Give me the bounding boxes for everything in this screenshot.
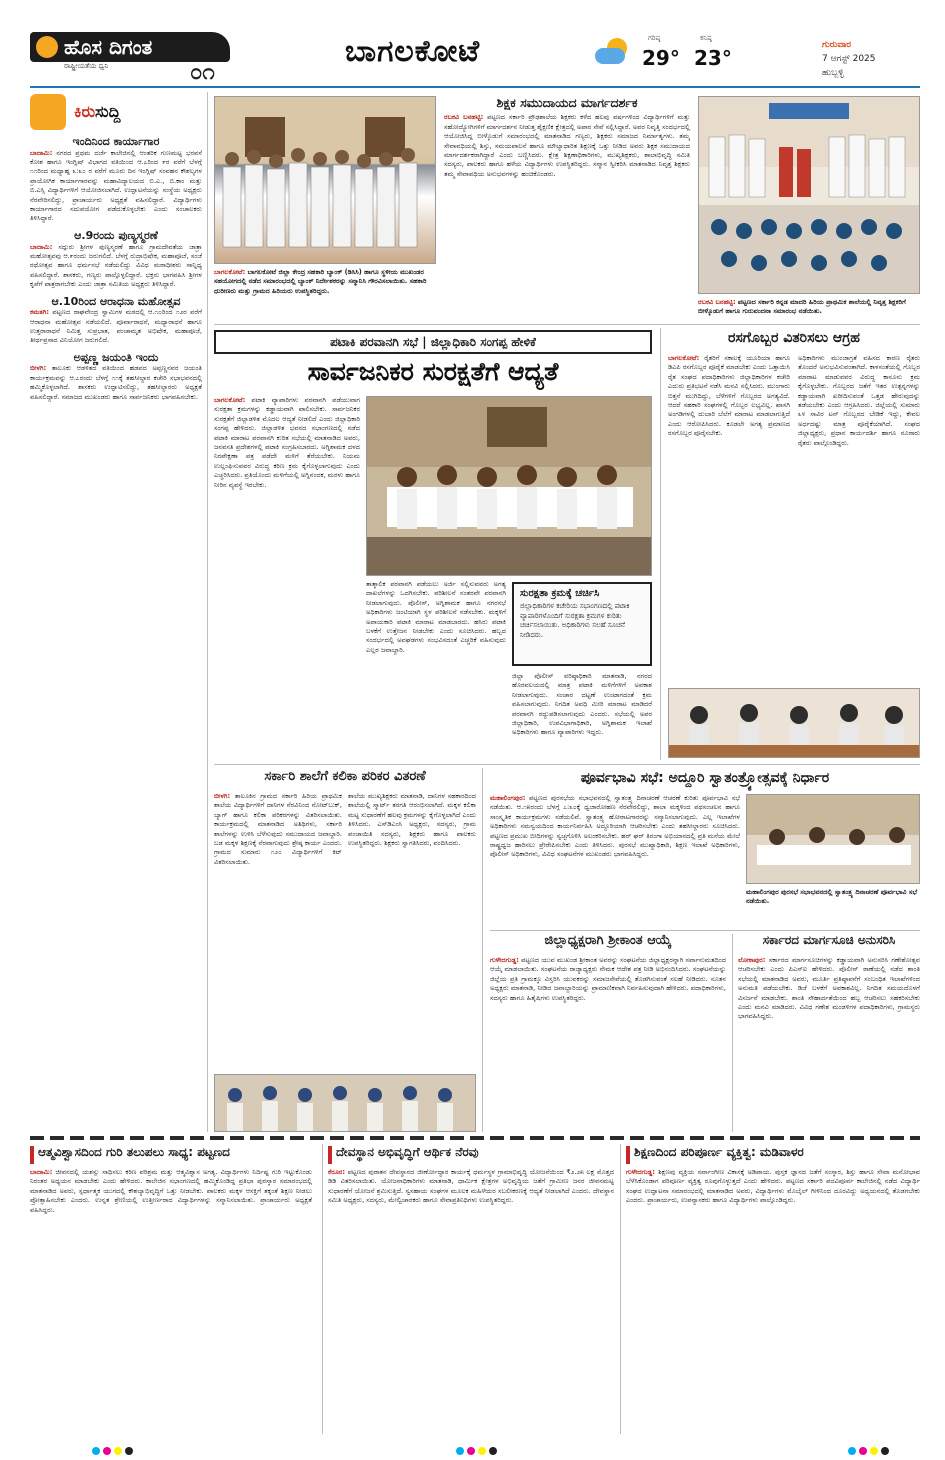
prep-body: ಮಹಾಲಿಂಗಪುರ: ಪಟ್ಟಣದ ಪುರಸಭೆಯ ಸಭಾಭವನದಲ್ಲಿ ಸ್ವಾತಂತ್ರ್ಯ ದಿನಾಚರಣೆ ಆಚರಣೆ ಕುರಿತು ಪೂರ್ವಭಾವಿ ಸಭೆ ನಡೆಯಿತು. ಆ.೧೫ರಂದು ಬೆಳಗ್ಗೆ ೭:೩೦ಕ್ಕೆ ಧ್ವಜಾರೋಹಣ ನೆರವೇರಲಿದ್ದು, ಶಾಲಾ ಮಕ್ಕಳಿಂದ ಪಥಸಂಚಲನ ಹಾಗೂ ಸಾಂಸ್ಕೃತಿಕ ಕಾರ್ಯಕ್ರಮಗಳು ನಡೆಯಲಿವೆ. ಸ್ವಾತಂತ್ರ್ಯ ಹೋರಾಟಗಾರರನ್ನು ಸನ್ಮಾನಿಸಲಾಗುವುದು. ಎಲ್ಲ ಇಲಾಖೆಗಳ ಅಧಿಕಾರಿಗಳು ಸಮನ್ವಯದಿಂದ ಕಾರ್ಯನಿರ್ವಹಿಸಿ ಅದ್ದೂರಿಯಾಗಿ ಆಚರಿಸಬೇಕು ಎಂದು ತಹಸೀಲ್ದಾರರು ಸೂಚಿಸಿದರು. ಪಟ್ಟಣದ ಪ್ರಮುಖ ಬೀದಿಗಳನ್ನು ಸ್ವಚ್ಛಗೊಳಿಸಿ ಅಲಂಕರಿಸಬೇಕು. ಹರ್ ಘರ್ ತಿರಂಗಾ ಅಭಿಯಾನದಲ್ಲಿ ಪ್ರತಿ ಮನೆಯ ಮೇಲೆ ರಾಷ್ಟ್ರಧ್ವಜ ಹಾರಿಸಲು ಪ್ರೇರೇಪಿಸಬೇಕು ಎಂದು ತಿಳಿಸಿದರು. ಪುರಸಭೆ ಮುಖ್ಯಾಧಿಕಾರಿ, ಶಿಕ್ಷಣ ಇಲಾಖೆ ಅಧಿಕಾರಿಗಳು, ಪೊಲೀಸ್ ಅಧಿಕಾರಿಗಳು, ವಿವಿಧ ಸಂಘಟನೆಗಳ ಮುಖಂಡರು ಭಾಗವಹಿಸಿದ್ದರು. xyxy=(490,794,740,859)
bottom-0-body: ಬಾದಾಮಿ: ಜೀವನದಲ್ಲಿ ಯಶಸ್ಸು ಸಾಧಿಸಲು ಕಠಿಣ ಪರಿಶ್ರಮ ಮತ್ತು ಆತ್ಮವಿಶ್ವಾಸ ಅಗತ್ಯ. ವಿದ್ಯಾರ್ಥಿಗಳು ನಿರ್ದಿಷ್ಟ ಗುರಿ ಇಟ್ಟುಕೊಂಡು ನಿರಂತರ ಅಧ್ಯಯನ ಮಾಡಬೇಕು ಎಂದು ಹೇಳಿದರು. ಕಾಲೇಜಿನ ಸಭಾಂಗಣದಲ್ಲಿ ಹಮ್ಮಿಕೊಂಡಿದ್ದ ಪ್ರತಿಭಾ ಪುರಸ್ಕಾರ ಸಮಾರಂಭದಲ್ಲಿ ಮಾತನಾಡಿದ ಅವರು, ಸ್ಪರ್ಧಾತ್ಮಕ ಯುಗದಲ್ಲಿ ಕೌಶಲ್ಯಾಭಿವೃದ್ಧಿಗೆ ಒತ್ತು ನೀಡಬೇಕು. ಪಾಲಕರು ಮಕ್ಕಳ ಆಸಕ್ತಿಗೆ ತಕ್ಕಂತೆ ಶಿಕ್ಷಣ ನೀಡಲು ಪ್ರೋತ್ಸಾಹಿಸಬೇಕು ಎಂದರು. ಉನ್ನತ ಶ್ರೇಣಿಯಲ್ಲಿ ಉತ್ತೀರ್ಣರಾದ ವಿದ್ಯಾರ್ಥಿಗಳನ್ನು ಸನ್ಮಾನಿಸಲಾಯಿತು. ಪ್ರಾಚಾರ್ಯರು ಅಧ್ಯಕ್ಷತೆ ವಹಿಸಿದ್ದರು. xyxy=(30,1168,312,1214)
max-temp: 29° xyxy=(642,46,680,70)
date-block xyxy=(822,38,876,80)
weather-icon xyxy=(595,38,629,68)
pointing-hand-icon xyxy=(30,94,66,130)
kiru-item-3-body: ಬೀಳಗಿ: ತಾಲೂಕು ಆಡಳಿತದ ವತಿಯಿಂದ ಹಡಪದ ಅಪ್ಪಣ್ಣನವರ ಜಯಂತಿ ಕಾರ್ಯಕ್ರಮವನ್ನು ಆ.೭ರಂದು ಬೆಳಗ್ಗೆ ೧೧ಕ್ಕೆ ತಹಸೀಲ್ದಾರ ಕಚೇರಿ ಸಭಾಭವನದಲ್ಲಿ ಹಮ್ಮಿಕೊಳ್ಳಲಾಗಿದೆ. ಶಾಸಕರು ಉದ್ಘಾಟಿಸಲಿದ್ದು, ತಹಸೀಲ್ದಾರರು ಅಧ್ಯಕ್ಷತೆ ವಹಿಸಲಿದ್ದಾರೆ. ಸಮಾಜದ ಮುಖಂಡರು ಹಾಗೂ ಸಾರ್ವಜನಿಕರು ಭಾಗವಹಿಸಬೇಕು. xyxy=(30,364,202,401)
masthead xyxy=(0,0,945,92)
weekday: ಗುರುವಾರ xyxy=(822,40,852,50)
main-kicker: ಪಟಾಕಿ ಪರವಾನಗಿ ಸಭೆ | ಜಿಲ್ಲಾಧಿಕಾರಿ ಸಂಗಪ್ಪ ಹೇಳಿಕೆ xyxy=(214,330,652,354)
article-mentor xyxy=(444,96,690,322)
district-name: ಬಾಗಲಕೋಟೆ xyxy=(345,34,481,69)
kiru-item-1-heading: ಆ.9ರಂದು ಪುಣ್ಯಸ್ಮರಣೆ xyxy=(74,228,158,242)
kiru-suddi-header xyxy=(30,92,200,132)
min-temp: 23° xyxy=(694,46,732,70)
main-col-2: ತಾತ್ಕಾಲಿಕ ಪರವಾನಗಿ ಪಡೆಯಲು ಅರ್ಜಿ ಸಲ್ಲಿಸುವವರು ಅಗತ್ಯ ದಾಖಲೆಗಳನ್ನು ಒದಗಿಸಬೇಕು. ಪರಿಶೀಲನೆ ನಂತರವೇ ಪರವಾನಗಿ ನೀಡಲಾಗುವುದು. ಪೊಲೀಸ್, ಅಗ್ನಿಶಾಮಕ ಹಾಗೂ ನಗರಸಭೆ ಅಧಿಕಾರಿಗಳು ಜಂಟಿಯಾಗಿ ಸ್ಥಳ ಪರಿಶೀಲನೆ ನಡೆಸಬೇಕು. ಮಕ್ಕಳಿಗೆ ಅಪಾಯಕಾರಿ ಪಟಾಕಿ ಮಾರಾಟ ಮಾಡಬಾರದು. ಹಸಿರು ಪಟಾಕಿ ಬಳಕೆಗೆ ಉತ್ತೇಜನ ನೀಡಬೇಕು ಎಂದು ಸೂಚಿಸಿದರು. ಹಬ್ಬದ ಸಂದರ್ಭದಲ್ಲಿ ಅವಘಡಗಳು ಸಂಭವಿಸದಂತೆ ಎಚ್ಚರಿಕೆ ವಹಿಸುವುದು ಎಲ್ಲರ ಜವಾಬ್ದಾರಿ. xyxy=(366,580,506,654)
emblem-icon xyxy=(36,36,58,58)
guidelines-headline: ಸರ್ಕಾರದ ಮಾರ್ಗಸೂಚಿ ಅನುಸರಿಸಿ xyxy=(762,933,896,947)
main-col-3: ಜಿಲ್ಲಾ ಪೊಲೀಸ್ ವರಿಷ್ಠಾಧಿಕಾರಿ ಮಾತನಾಡಿ, ನಗರದ ಹೊರವಲಯದಲ್ಲಿ ಮಾತ್ರ ಪಟಾಕಿ ಮಳಿಗೆಗಳಿಗೆ ಅವಕಾಶ ನೀಡಲಾಗುವುದು. ಸಂಚಾರ ದಟ್ಟಣೆ ಉಂಟಾಗದಂತೆ ಕ್ರಮ ವಹಿಸಲಾಗುವುದು. ನಿಗದಿತ ಅವಧಿ ಮೀರಿ ಮಾರಾಟ ಮಾಡಿದರೆ ಪರವಾನಗಿ ರದ್ದುಪಡಿಸಲಾಗುವುದು ಎಂದರು. ಸಭೆಯಲ್ಲಿ ಅಪರ ಜಿಲ್ಲಾಧಿಕಾರಿ, ಉಪವಿಭಾಗಾಧಿಕಾರಿ, ಅಗ್ನಿಶಾಮಕ ಇಲಾಖೆ ಅಧಿಕಾರಿಗಳು ಹಾಗೂ ವ್ಯಾಪಾರಿಗಳು ಇದ್ದರು. xyxy=(512,672,652,737)
column-divider xyxy=(482,768,483,1132)
column-divider xyxy=(660,328,661,760)
min-temp-label: ಕನಿಷ್ಠ xyxy=(700,34,712,42)
president-body: ಗುಳೇದಗುಡ್ಡ: ಪಟ್ಟಣದ ಯುವ ಮುಖಂಡ ಶ್ರೀಕಾಂತ ಅವರನ್ನು ಸಂಘಟನೆಯ ಜಿಲ್ಲಾಧ್ಯಕ್ಷರನ್ನಾಗಿ ಸರ್ವಾನುಮತದಿಂದ ಆಯ್ಕೆ ಮಾಡಲಾಯಿತು. ಸಂಘಟನೆಯ ರಾಜ್ಯಾಧ್ಯಕ್ಷರು ನೇಮಕ ಆದೇಶ ಪತ್ರ ನೀಡಿ ಅಭಿನಂದಿಸಿದರು. ಸಂಘಟನೆಯನ್ನು ಜಿಲ್ಲೆಯ ಪ್ರತಿ ಗ್ರಾಮಕ್ಕೂ ವಿಸ್ತರಿಸಿ ಯುವಕರನ್ನು ಸಮಾಜಸೇವೆಯಲ್ಲಿ ತೊಡಗಿಸುವಂತೆ ಸಲಹೆ ನೀಡಿದರು. ನೂತನ ಅಧ್ಯಕ್ಷರು ಮಾತನಾಡಿ, ನೀಡಿದ ಜವಾಬ್ದಾರಿಯನ್ನು ಪ್ರಾಮಾಣಿಕವಾಗಿ ನಿರ್ವಹಿಸುವುದಾಗಿ ಹೇಳಿದರು. ಪದಾಧಿಕಾರಿಗಳು, ಸದಸ್ಯರು ಹಾಗೂ ಹಿತೈಷಿಗಳು ಉಪಸ್ಥಿತರಿದ್ದರು. xyxy=(490,956,726,1002)
kiru-column xyxy=(30,136,202,1136)
guidelines-body: ಲೋಕಾಪುರ: ಸರ್ಕಾರದ ಮಾರ್ಗಸೂಚಿಗಳನ್ನು ಕಡ್ಡಾಯವಾಗಿ ಅನುಸರಿಸಿ ಗಣೇಶೋತ್ಸವ ಆಚರಿಸಬೇಕು ಎಂದು ಪಿಎಸ್‌ಐ ಹೇಳಿದರು. ಪೊಲೀಸ್ ಠಾಣೆಯಲ್ಲಿ ನಡೆದ ಶಾಂತಿ ಸಭೆಯಲ್ಲಿ ಮಾತನಾಡಿದ ಅವರು, ಮೂರ್ತಿ ಪ್ರತಿಷ್ಠಾಪನೆಗೆ ಸಂಬಂಧಿತ ಇಲಾಖೆಗಳಿಂದ ಅನುಮತಿ ಪಡೆಯಬೇಕು. ಡಿಜೆ ಬಳಕೆಗೆ ಅವಕಾಶವಿಲ್ಲ. ನಿಗದಿತ ಸಮಯದೊಳಗೆ ವಿಸರ್ಜನೆ ಮಾಡಬೇಕು. ಶಾಂತಿ ಸೌಹಾರ್ದತೆಯಿಂದ ಹಬ್ಬ ಆಚರಿಸಲು ಸಹಕರಿಸಬೇಕು ಎಂದು ಮನವಿ ಮಾಡಿದರು. ವಿವಿಧ ಗಣೇಶ ಮಂಡಳಿಗಳ ಪದಾಧಿಕಾರಿಗಳು, ಗ್ರಾಮಸ್ಥರು ಭಾಗವಹಿಸಿದ್ದರು. xyxy=(738,956,920,1021)
photo-school-caption: ರಬಕವಿ ಬನಹಟ್ಟಿ: ಪಟ್ಟಣದ ಸರ್ಕಾರಿ ಕನ್ನಡ ಮಾದರಿ ಹಿರಿಯ ಪ್ರಾಥಮಿಕ ಶಾಲೆಯಲ್ಲಿ ನಿವೃತ್ತ ಶಿಕ್ಷಕರಿಗೆ ಬೀಳ್ಕೊಡುಗೆ ಹಾಗೂ ಗುರುವಂದನಾ ಸಮಾರಂಭ ನಡೆಯಿತು. xyxy=(698,298,906,316)
paper-tagline: ರಾಷ್ಟ್ರೀಯತೆಯ ಧ್ವನಿ xyxy=(64,62,109,70)
prep-caption: ಮಹಾಲಿಂಗಪುರ ಪುರಸಭೆ ಸಭಾಭವನದಲ್ಲಿ ಸ್ವಾತಂತ್ರ್ಯ ದಿನಾಚರಣೆ ಪೂರ್ವಭಾವಿ ಸಭೆ ನಡೆಯಿತು. xyxy=(746,888,918,906)
kit-col-1: ಬೀಳಗಿ: ತಾಲೂಕಿನ ಗ್ರಾಮದ ಸರ್ಕಾರಿ ಹಿರಿಯ ಪ್ರಾಥಮಿಕ ಶಾಲೆಯ ವಿದ್ಯಾರ್ಥಿಗಳಿಗೆ ದಾನಿಗಳ ನೆರವಿನಿಂದ ನೋಟ್‌ಬುಕ್, ಬ್ಯಾಗ್ ಹಾಗೂ ಕಲಿಕಾ ಪರಿಕರಗಳನ್ನು ವಿತರಿಸಲಾಯಿತು. ಕಾರ್ಯಕ್ರಮದಲ್ಲಿ ಮಾತನಾಡಿದ ಅತಿಥಿಗಳು, ಸರ್ಕಾರಿ ಶಾಲೆಗಳನ್ನು ಉಳಿಸಿ ಬೆಳೆಸುವುದು ಸಮುದಾಯದ ಜವಾಬ್ದಾರಿ. ಬಡ ಮಕ್ಕಳ ಶಿಕ್ಷಣಕ್ಕೆ ನೆರವಾಗುವುದು ಶ್ರೇಷ್ಠ ಕಾರ್ಯ ಎಂದರು. ಗ್ರಾಮದ ಸುಮಾರು ೧೨೦ ವಿದ್ಯಾರ್ಥಿಗಳಿಗೆ ಕಿಟ್ ವಿತರಿಸಲಾಯಿತು. xyxy=(214,792,342,866)
bottom-band-rule xyxy=(30,1136,920,1140)
photo-kit-distribution xyxy=(214,1074,476,1132)
quote-title: ಸುರಕ್ಷತಾ ಕ್ರಮಕ್ಕೆ ಚರ್ಚಿಸಿ xyxy=(520,588,600,599)
mentor-headline: ಶಿಕ್ಷಕ ಸಮುದಾಯದ ಮಾರ್ಗದರ್ಶಕ xyxy=(496,96,638,110)
column-divider xyxy=(322,1144,323,1434)
kit-col-2: ಶಾಲೆಯ ಮುಖ್ಯಶಿಕ್ಷಕರು ಮಾತನಾಡಿ, ದಾನಿಗಳ ಸಹಕಾರದಿಂದ ಶಾಲೆಯಲ್ಲಿ ಸ್ಮಾರ್ಟ್ ತರಗತಿ ಆರಂಭಿಸಲಾಗಿದೆ. ಮಕ್ಕಳ ಕಲಿಕಾ ಮಟ್ಟ ಸುಧಾರಣೆಗೆ ಹಲವು ಕ್ರಮಗಳನ್ನು ಕೈಗೊಳ್ಳಲಾಗಿದೆ ಎಂದು ತಿಳಿಸಿದರು. ಎಸ್‌ಡಿಎಂಸಿ ಅಧ್ಯಕ್ಷರು, ಸದಸ್ಯರು, ಗ್ರಾಮ ಪಂಚಾಯಿತಿ ಸದಸ್ಯರು, ಶಿಕ್ಷಕರು ಹಾಗೂ ಪಾಲಕರು ಉಪಸ್ಥಿತರಿದ್ದರು. ಶಿಕ್ಷಕರು ಸ್ವಾಗತಿಸಿದರು, ವಂದಿಸಿದರು. xyxy=(348,792,476,848)
fertilizer-col-1: ಬಾಗಲಕೋಟೆ: ರೈತರಿಗೆ ಸಕಾಲಕ್ಕೆ ಯೂರಿಯಾ ಹಾಗೂ ಡಿಎಪಿ ರಸಗೊಬ್ಬರ ಪೂರೈಕೆ ಮಾಡಬೇಕು ಎಂದು ಒತ್ತಾಯಿಸಿ ರೈತ ಸಂಘದ ಪದಾಧಿಕಾರಿಗಳು ಜಿಲ್ಲಾಧಿಕಾರಿಗಳ ಕಚೇರಿ ಎದುರು ಪ್ರತಿಭಟನೆ ನಡೆಸಿ ಮನವಿ ಸಲ್ಲಿಸಿದರು. ಮುಂಗಾರು ಬಿತ್ತನೆ ಮುಗಿದಿದ್ದು, ಬೆಳೆಗಳಿಗೆ ಗೊಬ್ಬರದ ಅಗತ್ಯವಿದೆ. ಆದರೆ ಸಹಕಾರಿ ಸಂಘಗಳಲ್ಲಿ ಗೊಬ್ಬರ ಲಭ್ಯವಿಲ್ಲ. ಖಾಸಗಿ ಅಂಗಡಿಗಳಲ್ಲಿ ದುಬಾರಿ ಬೆಲೆಗೆ ಮಾರಾಟ ಮಾಡಲಾಗುತ್ತಿದೆ ಎಂದು ಆರೋಪಿಸಿದರು. ಕೂಡಲೇ ಅಗತ್ಯ ಪ್ರಮಾಣದ ರಸಗೊಬ್ಬರ ಪೂರೈಸಬೇಕು. xyxy=(668,354,790,438)
column-divider xyxy=(620,1144,621,1434)
bottom-1-headline: ದೇವಸ್ಥಾನ ಅಭಿವೃದ್ಧಿಗೆ ಆರ್ಥಿಕ ನೆರವು xyxy=(336,1145,479,1159)
issue-date: 7 ಆಗಸ್ಟ್ 2025 xyxy=(822,54,876,64)
print-registration-marks xyxy=(456,1440,500,1450)
quote-body: ಜಿಲ್ಲಾಧಿಕಾರಿಗಳ ಕಚೇರಿಯ ಸಭಾಂಗಣದಲ್ಲಿ ಪಟಾಕಿ ವ್ಯಾಪಾರಿಗಳೊಂದಿಗೆ ಸುರಕ್ಷತಾ ಕ್ರಮಗಳ ಕುರಿತು ಚರ್ಚಿಸಲಾಯಿತು. ಅಧಿಕಾರಿಗಳು ಸಲಹೆ ಸೂಚನೆ ನೀಡಿದರು. xyxy=(520,602,630,639)
main-quote-box xyxy=(512,582,652,666)
photo-prep-meeting xyxy=(746,794,920,884)
photo-bank-felicitation xyxy=(214,96,436,264)
bottom-0-headline: ಆತ್ಮವಿಶ್ವಾಸದಿಂದ ಗುರಿ ತಲುಪಲು ಸಾಧ್ಯ: ಪಟ್ಟಣದ xyxy=(38,1145,230,1159)
edition-name: ಹುಬ್ಬಳ್ಳಿ xyxy=(822,68,844,78)
main-col-1: ಬಾಗಲಕೋಟೆ: ಪಟಾಕಿ ವ್ಯಾಪಾರಿಗಳು ಪರವಾನಗಿ ಪಡೆಯುವಾಗ ಸುರಕ್ಷತಾ ಕ್ರಮಗಳನ್ನು ಕಡ್ಡಾಯವಾಗಿ ಪಾಲಿಸಬೇಕು. ಸಾರ್ವಜನಿಕರ ಸುರಕ್ಷತೆಗೆ ಜಿಲ್ಲಾಡಳಿತ ಮೊದಲ ಆದ್ಯತೆ ನೀಡಲಿದೆ ಎಂದು ಜಿಲ್ಲಾಧಿಕಾರಿ ಸಂಗಪ್ಪ ಹೇಳಿದರು. ಜಿಲ್ಲಾಡಳಿತ ಭವನದ ಸಭಾಂಗಣದಲ್ಲಿ ನಡೆದ ಪಟಾಕಿ ಮಾರಾಟ ಪರವಾನಗಿ ಕುರಿತ ಸಭೆಯಲ್ಲಿ ಮಾತನಾಡಿದ ಅವರು, ಜನವಸತಿ ಪ್ರದೇಶಗಳಲ್ಲಿ ಪಟಾಕಿ ಸಂಗ್ರಹಿಸಬಾರದು. ಅಗ್ನಿಶಾಮಕ ದಳದ ನಿರಪೇಕ್ಷಣಾ ಪತ್ರ ಪಡೆದೇ ಮಳಿಗೆ ತೆರೆಯಬೇಕು. ನಿಯಮ ಉಲ್ಲಂಘಿಸುವವರ ವಿರುದ್ಧ ಕಠಿಣ ಕ್ರಮ ಕೈಗೊಳ್ಳಲಾಗುವುದು ಎಂದು ಎಚ್ಚರಿಸಿದರು. ಪ್ರತಿಯೊಂದು ಮಳಿಗೆಯಲ್ಲಿ ಅಗ್ನಿನಂದಕ, ಮರಳು ಹಾಗೂ ನೀರಿನ ವ್ಯವಸ್ಥೆ ಇರಬೇಕು. xyxy=(214,396,360,489)
page-number: ೦೧ xyxy=(190,60,215,85)
kit-headline: ಸರ್ಕಾರಿ ಶಾಲೆಗೆ ಕಲಿಕಾ ಪರಿಕರ ವಿತರಣೆ xyxy=(264,769,426,784)
accent-bar xyxy=(328,1146,332,1164)
paper-logo[interactable] xyxy=(30,32,230,85)
fertilizer-headline: ರಸಗೊಬ್ಬರ ವಿತರಿಸಲು ಆಗ್ರಹ xyxy=(727,330,861,346)
mentor-body: ರಬಕವಿ ಬನಹಟ್ಟಿ: ಪಟ್ಟಣದ ಸರ್ಕಾರಿ ಪ್ರೌಢಶಾಲೆಯ ಶಿಕ್ಷಕರು ಕಳೆದ ಹಲವು ವರ್ಷಗಳಿಂದ ವಿದ್ಯಾರ್ಥಿಗಳಿಗೆ ಮತ್ತು ಸಹೋದ್ಯೋಗಿಗಳಿಗೆ ಮಾರ್ಗದರ್ಶನ ನೀಡುತ್ತ ಶೈಕ್ಷಣಿಕ ಕ್ಷೇತ್ರದಲ್ಲಿ ಅಪಾರ ಸೇವೆ ಸಲ್ಲಿಸಿದ್ದಾರೆ. ಅವರ ನಿವೃತ್ತಿ ಸಂದರ್ಭದಲ್ಲಿ ಆಯೋಜಿಸಿದ್ದ ಬೀಳ್ಕೊಡುಗೆ ಸಮಾರಂಭದಲ್ಲಿ ಮಾತನಾಡಿದ ಗಣ್ಯರು, ಶಿಕ್ಷಕರು ಸಮಾಜದ ನಿರ್ಮಾತೃಗಳು. ತಮ್ಮ ಸೇವಾವಧಿಯಲ್ಲಿ ಶಿಸ್ತು, ಸಮಯಪಾಲನೆ ಹಾಗೂ ಮೌಲ್ಯಾಧಾರಿತ ಶಿಕ್ಷಣಕ್ಕೆ ಒತ್ತು ನೀಡಿದ ಅವರು ಶಿಕ್ಷಕ ಸಮುದಾಯದ ಮಾರ್ಗದರ್ಶಕರಾಗಿದ್ದಾರೆ ಎಂದು ಬಣ್ಣಿಸಿದರು. ಕ್ಷೇತ್ರ ಶಿಕ್ಷಣಾಧಿಕಾರಿಗಳು, ಮುಖ್ಯಶಿಕ್ಷಕರು, ಶಾಲಾಭಿವೃದ್ಧಿ ಸಮಿತಿ ಸದಸ್ಯರು, ಪಾಲಕರು ಹಾಗೂ ಹಳೆಯ ವಿದ್ಯಾರ್ಥಿಗಳು ಉಪಸ್ಥಿತರಿದ್ದರು. ಸನ್ಮಾನ ಸ್ವೀಕರಿಸಿ ಮಾತನಾಡಿದ ನಿವೃತ್ತ ಶಿಕ್ಷಕರು ತಮ್ಮ ಸೇವಾವಧಿಯ ಅನುಭವಗಳನ್ನು ಹಂಚಿಕೊಂಡರು. xyxy=(444,113,690,178)
president-headline: ಜಿಲ್ಲಾಧ್ಯಕ್ಷರಾಗಿ ಶ್ರೀಕಾಂತ ಆಯ್ಕೆ xyxy=(544,933,672,948)
kiru-item-2-body: ಕಮತಗಿ: ಪಟ್ಟಣದ ರಾಘವೇಂದ್ರ ಸ್ವಾಮಿಗಳ ಮಠದಲ್ಲಿ ಆ.೧೦ರಿಂದ ೧೨ರ ವರೆಗೆ ಆರಾಧನಾ ಮಹೋತ್ಸವ ನಡೆಯಲಿದೆ. ಪೂರ್ವಾರಾಧನೆ, ಮಧ್ಯಾರಾಧನೆ ಹಾಗೂ ಉತ್ತರಾರಾಧನೆ ನಿಮಿತ್ತ ಸುಪ್ರಭಾತ, ಪಂಚಾಮೃತ ಅಭಿಷೇಕ, ಮಹಾಪೂಜೆ, ತೀರ್ಥಪ್ರಸಾದ ವಿನಿಯೋಗ ಜರುಗಲಿದೆ. xyxy=(30,308,202,345)
masthead-rule xyxy=(30,86,920,88)
bottom-2-headline: ಶಿಕ್ಷಣದಿಂದ ಪರಿಪೂರ್ಣ ವ್ಯಕ್ತಿತ್ವ: ಮಡಿವಾಳರ xyxy=(634,1145,804,1159)
kiru-item-0-body: ಬಾದಾಮಿ: ನಗರದ ಪ್ರಥಮ ದರ್ಜೆ ಕಾಲೇಜಿನಲ್ಲಿ ಆಂತರಿಕ ಗುಣಮಟ್ಟ ಭರವಸೆ ಕೋಶ ಹಾಗೂ ಇಂಗ್ಲಿಷ್ ವಿಭಾಗದ ವತಿಯಿಂದ ಆ.೭ರಿಂದ ೯ರ ವರೆಗೆ ಬೆಳಗ್ಗೆ ೧೧ರಿಂದ ಮಧ್ಯಾಹ್ನ ೩:೩೦ ರ ವರೆಗೆ ಮೂರು ದಿನ ಇಂಗ್ಲಿಷ್ ಸಂವಹನ ಕೌಶಲ್ಯಗಳ ಪ್ರಾಯೋಗಿಕ ಕಾರ್ಯಾಗಾರವನ್ನು ಮಹಾವಿದ್ಯಾಲಯದ ಬಿ.ಎ., ಬಿ.ಕಾಂ ಮತ್ತು ಬಿ.ಎಸ್ಸಿ ವಿದ್ಯಾರ್ಥಿಗಳಿಗೆ ಆಯೋಜಿಸಲಾಗಿದೆ. ಉದ್ಘಾಟನೆಯನ್ನು ಸಂಸ್ಥೆಯ ಅಧ್ಯಕ್ಷರು ನೆರವೇರಿಸಲಿದ್ದು, ಪ್ರಾಚಾರ್ಯರು ಅಧ್ಯಕ್ಷತೆ ವಹಿಸಲಿದ್ದಾರೆ. ವಿದ್ಯಾರ್ಥಿಗಳು ಕಾರ್ಯಾಗಾರದ ಸದುಪಯೋಗ ಪಡೆದುಕೊಳ್ಳಬೇಕು ಎಂದು ಸಂಚಾಲಕರು ತಿಳಿಸಿದ್ದಾರೆ. xyxy=(30,148,202,223)
section-rule xyxy=(490,930,920,931)
accent-bar xyxy=(626,1146,630,1164)
photo-dc-meeting xyxy=(366,396,652,576)
kiru-item-0-heading: ಇಂದಿನಿಂದ ಕಾರ್ಯಾಗಾರ xyxy=(72,136,160,148)
kiru-item-1-body: ಬಾದಾಮಿ: ಸದ್ಗುರು ಶ್ರೀಗಳ ಪುಣ್ಯಸ್ಮರಣೆ ಹಾಗೂ ಗ್ರಾಮದೇವತೆಯ ಜಾತ್ರಾ ಮಹೋತ್ಸವವು ಆ.೯ರಂದು ಜರುಗಲಿದೆ. ಬೆಳಗ್ಗೆ ರುದ್ರಾಭಿಷೇಕ, ಮಹಾಪೂಜೆ, ಸಂಜೆ ರಥೋತ್ಸವ ಹಾಗೂ ಧರ್ಮಸಭೆ ನಡೆಯಲಿದ್ದು ವಿವಿಧ ಮಠಾಧೀಶರು ಸಾನ್ನಿಧ್ಯ ವಹಿಸಲಿದ್ದಾರೆ. ಶಾಸಕರು, ಗಣ್ಯರು ಪಾಲ್ಗೊಳ್ಳಲಿದ್ದಾರೆ. ಭಕ್ತರು ಭಾಗವಹಿಸಿ ಶ್ರೀಗಳ ಕೃಪೆಗೆ ಪಾತ್ರರಾಗಬೇಕು ಎಂದು ಜಾತ್ರಾ ಸಮಿತಿಯ ಅಧ್ಯಕ್ಷರು ತಿಳಿಸಿದ್ದಾರೆ. xyxy=(30,242,202,289)
column-divider xyxy=(207,92,208,1132)
section-rule xyxy=(214,324,920,325)
kiru-title-black: ಸುದ್ದಿ xyxy=(95,102,121,121)
bottom-1-body: ಕೆರೂರ: ಪಟ್ಟಣದ ಪುರಾತನ ದೇವಸ್ಥಾನದ ಜೀರ್ಣೋದ್ಧಾರ ಕಾರ್ಯಕ್ಕೆ ಧರ್ಮಸ್ಥಳ ಗ್ರಾಮಾಭಿವೃದ್ಧಿ ಯೋಜನೆಯಿಂದ ₹೨.೨೫ ಲಕ್ಷ ಮೊತ್ತದ ಡಿಡಿ ವಿತರಿಸಲಾಯಿತು. ಯೋಜನಾಧಿಕಾರಿಗಳು ಮಾತನಾಡಿ, ಧಾರ್ಮಿಕ ಕ್ಷೇತ್ರಗಳ ಅಭಿವೃದ್ಧಿಯ ಜತೆಗೆ ಗ್ರಾಮೀಣ ಜನರ ಜೀವನಮಟ್ಟ ಸುಧಾರಣೆಗೆ ಯೋಜನೆ ಶ್ರಮಿಸುತ್ತಿದೆ. ಸ್ವಸಹಾಯ ಸಂಘಗಳ ಮೂಲಕ ಮಹಿಳೆಯರ ಸಬಲೀಕರಣಕ್ಕೆ ಆದ್ಯತೆ ನೀಡಲಾಗಿದೆ ಎಂದರು. ದೇವಸ್ಥಾನ ಸಮಿತಿ ಅಧ್ಯಕ್ಷರು, ಸದಸ್ಯರು, ಮೇಲ್ವಿಚಾರಕರು ಹಾಗೂ ಸೇವಾಪ್ರತಿನಿಧಿಗಳು ಉಪಸ್ಥಿತರಿದ್ದರು. xyxy=(328,1168,614,1205)
accent-bar xyxy=(30,1146,34,1164)
photo-school-farewell xyxy=(698,96,920,294)
bottom-2-body: ಗುಳೇದಗುಡ್ಡ: ಶಿಕ್ಷಣವು ವ್ಯಕ್ತಿಯ ಸರ್ವಾಂಗೀಣ ವಿಕಾಸಕ್ಕೆ ಅಡಿಪಾಯ. ಪುಸ್ತಕ ಜ್ಞಾನದ ಜತೆಗೆ ಸಂಸ್ಕಾರ, ಶಿಸ್ತು ಹಾಗೂ ಸೇವಾ ಮನೋಭಾವ ಬೆಳೆಸಿಕೊಂಡಾಗ ಪರಿಪೂರ್ಣ ವ್ಯಕ್ತಿತ್ವ ರೂಪುಗೊಳ್ಳುತ್ತದೆ ಎಂದು ಹೇಳಿದರು. ಪಟ್ಟಣದ ಸರ್ಕಾರಿ ಪದವಿಪೂರ್ವ ಕಾಲೇಜಿನಲ್ಲಿ ನಡೆದ ವಿದ್ಯಾರ್ಥಿ ಸಂಘದ ಉದ್ಘಾಟನಾ ಸಮಾರಂಭದಲ್ಲಿ ಮಾತನಾಡಿದ ಅವರು, ವಿದ್ಯಾರ್ಥಿಗಳು ಮೊಬೈಲ್ ಗೀಳಿನಿಂದ ದೂರವಿದ್ದು ಅಧ್ಯಯನದಲ್ಲಿ ತೊಡಗಬೇಕು ಎಂದರು. ಪ್ರಾಚಾರ್ಯರು, ಉಪನ್ಯಾಸಕರು ಹಾಗೂ ವಿದ್ಯಾರ್ಥಿಗಳು ಪಾಲ್ಗೊಂಡಿದ್ದರು. xyxy=(626,1168,920,1205)
print-registration-marks xyxy=(848,1440,892,1450)
column-divider xyxy=(732,934,733,1132)
main-headline: ಸಾರ್ವಜನಿಕರ ಸುರಕ್ಷತೆಗೆ ಆದ್ಯತೆ xyxy=(307,357,559,386)
paper-name: ಹೊಸ ದಿಗಂತ xyxy=(30,32,230,62)
kiru-title-red: ಕಿರು xyxy=(74,102,96,121)
photo-farmers-protest xyxy=(668,688,920,758)
kiru-item-2-heading: ಆ.10ರಿಂದ ಆರಾಧನಾ ಮಹೋತ್ಸವ xyxy=(51,294,181,308)
people-group-illustration xyxy=(215,97,436,264)
print-registration-marks xyxy=(92,1440,136,1450)
max-temp-label: ಗರಿಷ್ಠ xyxy=(648,34,661,42)
fertilizer-col-2: ಅಧಿಕಾರಿಗಳು ಮುಂಜಾಗ್ರತೆ ವಹಿಸದ ಕಾರಣ ರೈತರು ತೊಂದರೆ ಅನುಭವಿಸುವಂತಾಗಿದೆ. ಕಾಳಸಂತೆಯಲ್ಲಿ ಗೊಬ್ಬರ ಮಾರಾಟ ಮಾಡುವವರ ವಿರುದ್ಧ ಕಾನೂನು ಕ್ರಮ ಕೈಗೊಳ್ಳಬೇಕು. ಗೊಬ್ಬರದ ಜತೆಗೆ ಇತರ ಉತ್ಪನ್ನಗಳನ್ನು ಕಡ್ಡಾಯವಾಗಿ ಖರೀದಿಸುವಂತೆ ಒತ್ತಡ ಹೇರುವುದನ್ನು ತಡೆಯಬೇಕು ಎಂದು ಆಗ್ರಹಿಸಿದರು. ಜಿಲ್ಲೆಯಲ್ಲಿ ಸುಮಾರು ೩೪ ಸಾವಿರ ಟನ್ ಗೊಬ್ಬರದ ಬೇಡಿಕೆ ಇದ್ದು, ಕೇವಲ ಅರ್ಧದಷ್ಟು ಮಾತ್ರ ಪೂರೈಕೆಯಾಗಿದೆ. ಸಂಘದ ಜಿಲ್ಲಾಧ್ಯಕ್ಷರು, ಪ್ರಧಾನ ಕಾರ್ಯದರ್ಶಿ ಹಾಗೂ ನೂರಾರು ರೈತರು ಪಾಲ್ಗೊಂಡಿದ್ದರು. xyxy=(798,354,920,447)
page-content xyxy=(30,92,920,1422)
kiru-item-3-heading: ಅಪ್ಪಣ್ಣ ಜಯಂತಿ ಇಂದು xyxy=(73,350,159,364)
photo-bank-caption: ಬಾಗಲಕೋಟೆ: ಬಾಗಲಕೋಟೆ ಜಿಲ್ಲಾ ಕೇಂದ್ರ ಸಹಕಾರಿ ಬ್ಯಾಂಕ್ (ಡಿಸಿಸಿ) ಹಾಗೂ ಸ್ಥಳೀಯ ಮುಖಂಡರ ಸಹಯೋಗದಲ್ಲಿ ನಡೆದ ಸಮಾರಂಭದಲ್ಲಿ ಬ್ಯಾಂಕ್ ನಿರ್ದೇಶಕರನ್ನು ಸನ್ಮಾನಿಸಿ ಗೌರವಿಸಲಾಯಿತು. ಸಹಕಾರಿ ಧುರೀಣರು ಮತ್ತು ಗ್ರಾಮದ ಹಿರಿಯರು ಉಪಸ್ಥಿತರಿದ್ದರು. xyxy=(214,268,427,295)
prep-headline: ಪೂರ್ವಭಾವಿ ಸಭೆ: ಅದ್ದೂರಿ ಸ್ವಾತಂತ್ರ್ಯೋತ್ಸವಕ್ಕೆ ನಿರ್ಧಾರ xyxy=(580,770,830,786)
section-rule xyxy=(214,764,920,765)
